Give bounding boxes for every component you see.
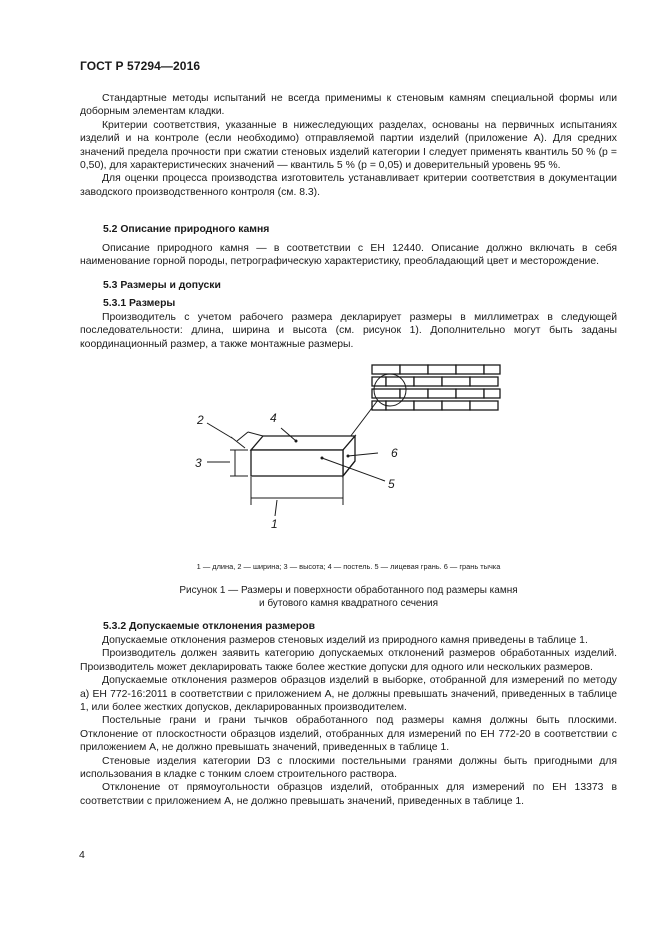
detail-leader-line — [350, 400, 378, 437]
page-number: 4 — [79, 849, 85, 861]
section-5-3-2-title: 5.3.2 Допускаемые отклонения размеров — [103, 621, 315, 632]
figure-label-3: 3 — [195, 456, 202, 470]
section-5-3-2-paragraph-2: Производитель должен заявить категорию допускаемых отклонений размеров обработанных изделий. Производитель может декларировать также более жесткие допуски для одного или нескольких размеров. — [80, 648, 617, 673]
section-5-3-2-paragraph-1: Допускаемые отклонения размеров стеновых изделий из природного камня приведены в таблице 1. — [102, 635, 588, 646]
figure-label-6: 6 — [391, 446, 398, 460]
figure-legend: 1 — длина, 2 — ширина; 3 — высота; 4 — постель. 5 — лицевая грань. 6 — грань тычка — [196, 562, 501, 571]
figure-label-2: 2 — [197, 413, 204, 427]
section-5-3-2-paragraph-6: Отклонение от прямоугольности образцов изделий, отобранных для измерений по ЕН 13373 в соответствии с приложением А, не должно превышать значений, приведенных в таблице 1. — [80, 782, 617, 807]
section-5-3-2-paragraph-3: Допускаемые отклонения размеров образцов изделий в выборке, отобранной для измерений по методу а) ЕН 772-16:2011 в соответствии с приложением А, не должны превышать значений, приведенных в таблице 1, или более жестких допусков, декларированных производителем. — [80, 675, 617, 714]
figure-label-1: 1 — [271, 517, 278, 531]
intro-paragraph-2: Критерии соответствия, указанные в нижеследующих разделах, основаны на первичных испытаниях изделий и на контроле (если необходимо) отправляемой партии изделий (приложение А). Для средних значений предела прочности при сжатии стеновых изделий категории I следует применять квантиль 50 % (p = 0,50), для характеристических значений — квантиль 5 % (p = 0,05) и доверительный уровень 95 %. — [80, 119, 617, 172]
block-front-face — [251, 450, 343, 476]
figure-label-5: 5 — [388, 477, 395, 491]
brick-wall — [372, 365, 500, 410]
figure-caption-line-1: Рисунок 1 — Размеры и поверхности обработанного под размеры камня — [179, 585, 518, 596]
section-5-2-title: 5.2 Описание природного камня — [103, 224, 270, 235]
document-header: ГОСТ Р 57294—2016 — [80, 59, 201, 73]
section-5-3-2-paragraph-4: Постельные грани и грани тычков обработанного под размеры камня должны быть плоскими. Отклонение от плоскостности образцов изделий, отобранных для измерений по ЕН 772-20 в соответствии с приложением А, не должно превышать значений, приведенных в таблице 1. — [80, 715, 617, 754]
section-5-3-2-body — [80, 634, 617, 808]
section-5-3-2-paragraph-5: Стеновые изделия категории D3 с плоскими постельными гранями должны быть пригодными для использования в кладке с тонким слоем строительного раствора. — [80, 755, 617, 781]
section-5-2-paragraph: Описание природного камня — в соответствии с ЕН 12440. Описание должно включать в себя наименование горной породы, петрографическую характеристику, преобладающий цвет и месторождение. — [80, 243, 617, 268]
intro-paragraph-3: Для оценки процесса производства изготовитель устанавливает критерии соответствия в документации заводского производственного контроля (см. 8.3). — [80, 173, 617, 198]
section-5-3-1-paragraph: Производитель с учетом рабочего размера декларирует размеры в миллиметрах в следующей последовательности: длина, ширина и высота (см. рисунок 1). Дополнительно могут быть заданы координационный размер, а также монтажные размеры. — [80, 312, 617, 350]
figure-caption-line-2: и бутового камня квадратного сечения — [258, 598, 438, 609]
section-5-3-title: 5.3 Размеры и допуски — [103, 280, 221, 291]
figure-label-4: 4 — [270, 411, 277, 425]
figure-caption — [80, 584, 617, 610]
section-5-3-1-title: 5.3.1 Размеры — [103, 298, 176, 309]
block-top-face — [251, 436, 355, 450]
stone-block — [251, 436, 355, 476]
intro-paragraph-1: Стандартные методы испытаний не всегда применимы к стеновым камням специальной формы или доборным элементам кладки. — [80, 93, 617, 118]
